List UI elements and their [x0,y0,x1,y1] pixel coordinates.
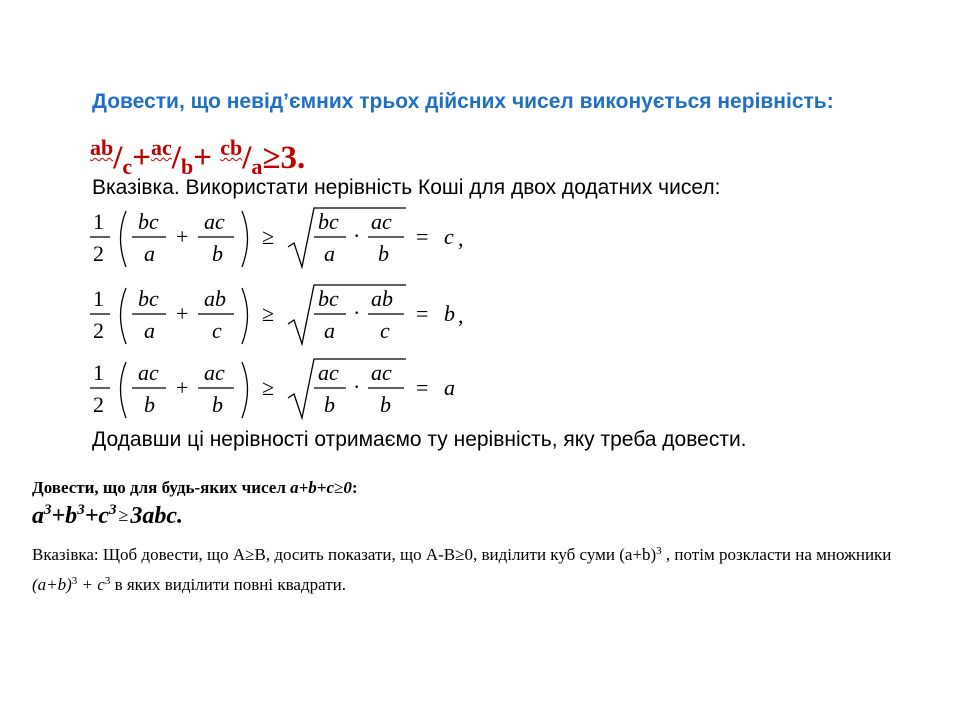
right-paren [242,362,248,418]
term2-numerator: ac [151,135,172,160]
ge-sign: ≥ [262,375,275,400]
ge-sign: ≥ [334,478,344,497]
comma: , [458,226,464,251]
result: b [444,301,455,326]
s2-denominator: c [380,318,390,343]
problem1-hint: Вказівка. Використати нерівність Коші для двох додатних чисел: [92,176,721,199]
half-numerator: 1 [93,286,104,311]
result: a [444,375,455,400]
problem2-hint [32,538,932,598]
s2-numerator: ab [371,286,393,311]
f2-numerator: ac [204,360,225,385]
problem1-conclusion: Додавши ці нерівності отримаємо ту нерівність, яку треба довести. [92,428,747,451]
hint-text: в яких виділити повні квадрати. [110,575,346,594]
left-paren [121,288,127,344]
f2-numerator: ab [204,286,226,311]
f2-denominator: b [212,392,223,417]
hint-text: , потім розкласти на множники [661,545,892,564]
cauchy-formula-1 [88,205,508,271]
colon: : [351,478,358,497]
equals-sign: = [416,375,429,400]
plus-sign: + [176,224,189,249]
half-denominator: 2 [93,318,104,343]
term3-denominator: a [251,154,263,179]
f1-denominator: a [144,318,155,343]
ge-sign: ≥ [245,545,255,564]
f1-denominator: b [144,392,155,417]
problem2-title-prefix: Довести, що для будь-яких чисел [32,478,291,497]
half-denominator: 2 [93,241,104,266]
right-paren [242,288,248,344]
f1-numerator: ac [138,360,159,385]
s2-numerator: ac [371,360,392,385]
s1-numerator: bc [318,286,339,311]
dot-sign: · [353,300,361,325]
term3-numerator: cb [220,135,243,160]
ge-sign: ≥ [262,301,275,326]
inequality-tail: ≥3. [262,140,306,176]
problem1-title: Довести, що невід’ємних трьох дійсних чисел виконується нерівність: [92,90,834,113]
half-numerator: 1 [93,209,104,234]
f1-denominator: a [144,241,155,266]
half-denominator: 2 [93,392,104,417]
result: c [444,224,454,249]
power: 3 [656,545,662,557]
plus-sign: + [176,375,189,400]
comma: , [458,303,464,328]
rhs: 3abc. [130,503,184,529]
f1-numerator: bc [138,286,159,311]
ge-sign: ≥ [262,224,275,249]
power: 3 [109,502,117,518]
equals-sign: = [416,301,429,326]
ge-sign: ≥ [455,545,465,564]
s1-denominator: a [324,241,335,266]
problem2-title [32,478,358,498]
left-paren [121,211,127,267]
power: 3 [44,502,52,518]
expression: (a+b) [32,575,72,594]
var-a: a [32,503,44,529]
power: 3 [77,502,85,518]
hint-text: B, досить показати, що A-B [254,545,456,564]
plus-c: +c [84,503,110,529]
left-paren [121,362,127,418]
plus-sign: + [176,301,189,326]
plus-sign: + [193,140,221,176]
f1-numerator: bc [138,209,159,234]
ge-sign: ≥ [118,505,129,525]
problem2-inequality [32,502,183,530]
s1-denominator: a [324,318,335,343]
f2-denominator: b [212,241,223,266]
dot-sign: · [353,374,361,399]
f2-numerator: ac [204,209,225,234]
s2-denominator: b [378,241,389,266]
expression: + c [77,575,105,594]
s1-numerator: ac [318,360,339,385]
cauchy-formula-2 [88,282,508,348]
s2-numerator: ac [371,209,392,234]
problem1-inequality: $^{ab}/_c+^{ac}/_b+ ^{cb}/_a\ge 3$. [90,135,306,179]
hint-text: Вказівка: Щоб довести, що A [32,545,246,564]
dot-sign: · [353,223,361,248]
problem2-zero: 0 [343,478,352,497]
plus-b: +b [51,503,78,529]
power: 3 [71,575,78,587]
equals-sign: = [416,224,429,249]
s2-denominator: b [380,392,391,417]
power: 3 [104,575,111,587]
s1-numerator: bc [318,209,339,234]
term1-denominator: c [122,154,133,179]
term1-numerator: ab [90,135,114,160]
right-paren [242,211,248,267]
hint-text: 0, виділити куб суми (a+b) [464,545,657,564]
f2-denominator: c [212,318,222,343]
problem2-condition: a+b+c [290,478,335,497]
half-numerator: 1 [93,360,104,385]
cauchy-formula-3 [88,356,508,422]
plus-sign: + [132,140,151,176]
s1-denominator: b [324,392,335,417]
term2-denominator: b [180,154,194,179]
